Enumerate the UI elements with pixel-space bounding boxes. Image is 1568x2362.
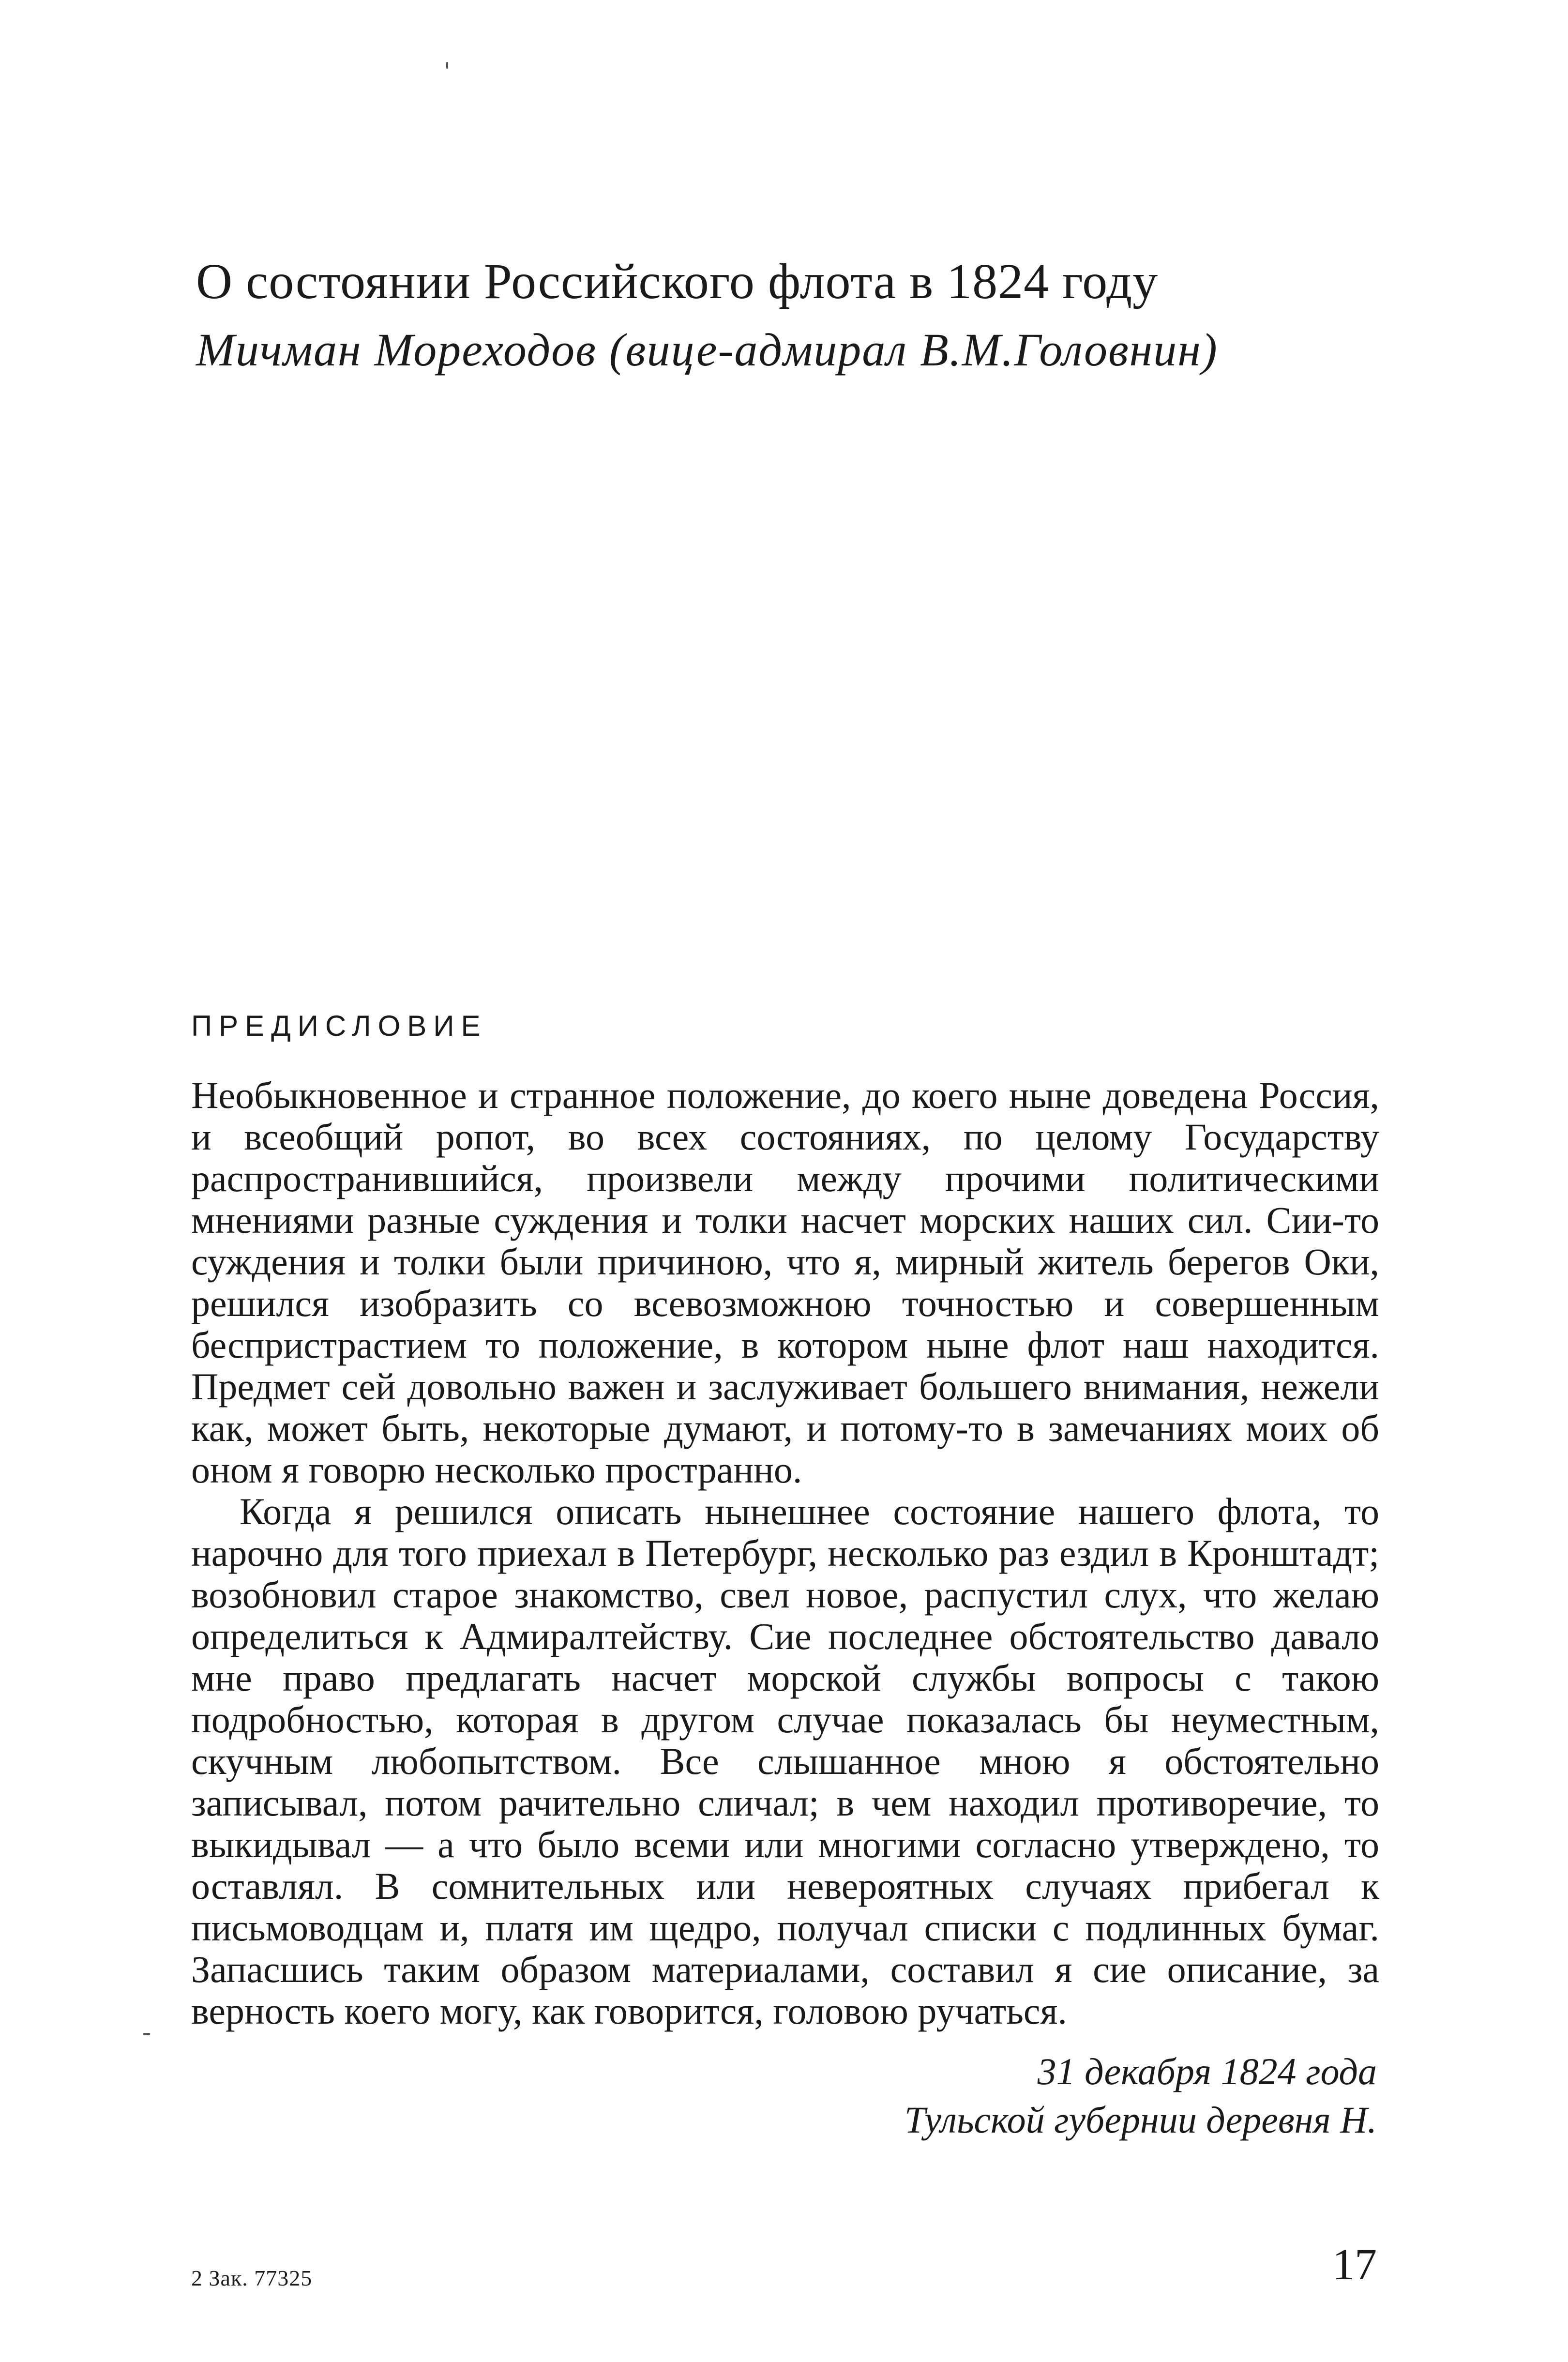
scan-speck — [143, 2033, 150, 2035]
title-block — [196, 252, 1382, 378]
scan-speck — [446, 62, 448, 69]
paragraph: Когда я решился описать нынешнее состояние нашего флота, то нарочно для того приехал в Петербург, несколько раз ездил в Кронштадт; возобновил старое знакомство, свел новое, распустил слух, что желаю определиться к Адмиралтейству. Сие последнее обстоятельство давало мне право предлагать насчет морской службы вопросы с такою подробностью, которая в другом случае показалась бы неуместным, скучным любопытством. Все слышанное мною я обстоятельно записывал, потом рачительно сличал; в чем находил противоречие, то выкидывал — а что было всеми или многими согласно утверждено, то оставлял. В сомнительных или невероятных случаях прибегал к письмоводцам и, платя им щедро, получал списки с подлинных бумаг. Запасшись таким образом материалами, составил я сие описание, за верность коего могу, как говорится, головою ручаться. — [191, 1490, 1379, 2032]
signature-place: Тульской губернии деревня Н. — [904, 2099, 1377, 2141]
article-author: Мичман Мореходов (вице-адмирал В.М.Головнин) — [196, 323, 1218, 376]
section-heading: ПРЕДИСЛОВИЕ — [191, 1010, 487, 1042]
body-text — [191, 1075, 1379, 2032]
article-title: О состоянии Российского флота в 1824 году — [196, 254, 1159, 309]
paragraph: Необыкновенное и странное положение, до коего ныне доведена Россия, и всеобщий ропот, во всех состояниях, по целому Государству распространившийся, произвели между прочими политическими мнениями разные суждения и толки насчет морских наших сил. Сии-то суждения и толки были причиною, что я, мирный житель берегов Оки, решился изобразить со всевозможною точностью и совершенным беспристрастием то положение, в котором ныне флот наш находится. Предмет сей довольно важен и заслуживает большего внимания, нежели как, может быть, некоторые думают, и потому-то в замечаниях моих об оном я говорю несколько пространно. — [191, 1074, 1379, 1491]
signature-block — [629, 2047, 1377, 2144]
signature-date: 31 декабря 1824 года — [1037, 2050, 1377, 2092]
page-number: 17 — [1332, 2240, 1377, 2289]
printer-order-note: 2 Зак. 77325 — [191, 2266, 313, 2290]
